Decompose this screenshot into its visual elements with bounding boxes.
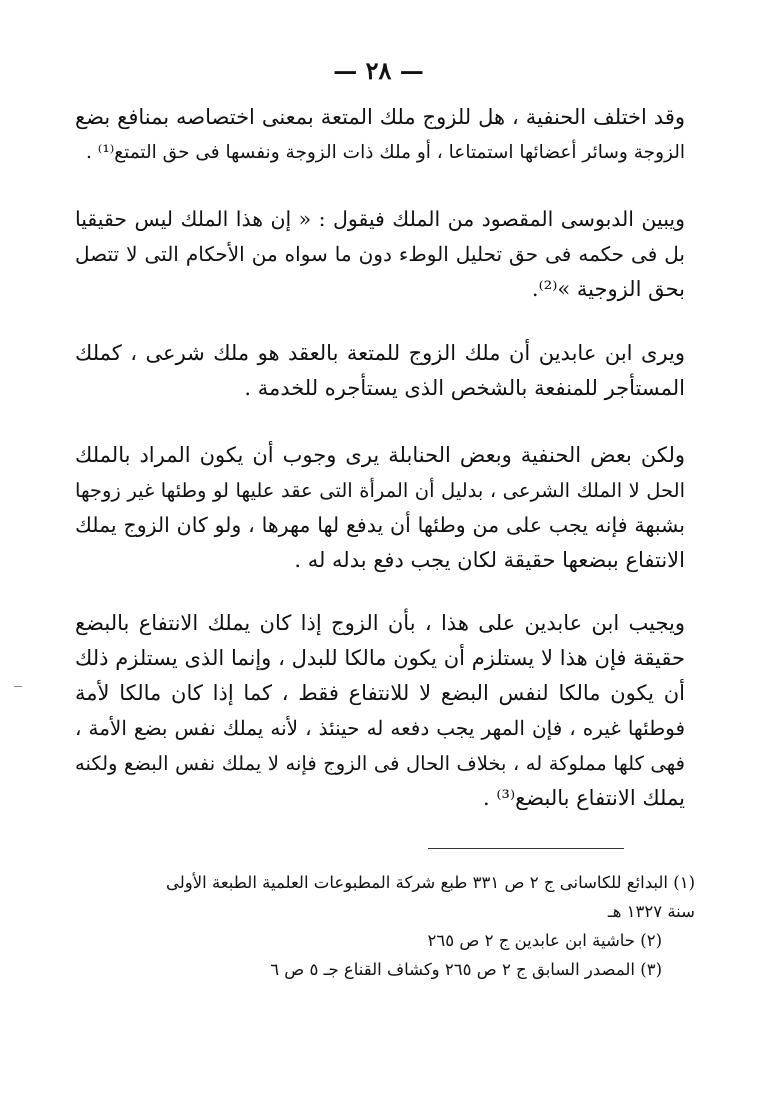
text-line: وقد اختلف الحنفية ، هل للزوج ملك المتعة بمعنى اختصاصه بمنافع بضع xyxy=(75,105,685,129)
text-line: ويبين الدبوسى المقصود من الملك فيقول : « إن هذا الملك ليس حقيقيا xyxy=(75,207,685,231)
text-line: حقيقة فإن هذا لا يستلزم أن يكون مالكا للبدل ، وإنما الذى يستلزم ذلك xyxy=(75,646,685,670)
paragraph-4 xyxy=(75,438,685,578)
text-line: بشبهة فإنه يجب على من وطئها أن يدفع لها مهرها ، ولو كان الزوج يملك xyxy=(75,513,685,537)
text-line: بحق الزوجية »⁽²⁾. xyxy=(531,277,685,301)
text-line: فوطئها غيره ، فإن المهر يجب دفعه له حينئذ ، لأنه يملك نفس بضع الأمة ، xyxy=(75,716,685,740)
footnote-1-continuation: سنة ١٣٢٧ هـ xyxy=(607,902,695,921)
text-line: المستأجر للمنفعة بالشخص الذى يستأجره للخدمة . xyxy=(244,376,685,400)
page-number: — ٢٨ — xyxy=(333,56,424,85)
text-line: فهى كلها مملوكة له ، بخلاف الحال فى الزوج فإنه لا يملك نفس البضع ولكنه xyxy=(75,752,685,775)
text-line: الانتفاع ببضعها حقيقة لكان يجب دفع بدله له . xyxy=(294,548,685,572)
margin-mark xyxy=(14,686,22,687)
text-line: ويرى ابن عابدين أن ملك الزوج للمتعة بالعقد هو ملك شرعى ، كملك xyxy=(75,341,685,365)
text-line: ويجيب ابن عابدين على هذا ، بأن الزوج إذا كان يملك الانتفاع بالبضع xyxy=(75,611,685,635)
text-line: الزوجة وسائر أعضائها استمتاعا ، أو ملك ذات الزوجة ونفسها فى حق التمتع⁽¹⁾ . xyxy=(86,142,685,163)
text-line: يملك الانتفاع بالبضع⁽³⁾ . xyxy=(483,786,685,810)
footnote-1: (١) البدائع للكاسانى ج ٢ ص ٣٣١ طبع شركة المطبوعات العلمية الطبعة الأولى xyxy=(165,873,695,892)
paragraph-3 xyxy=(75,336,685,406)
text-line: بل فى حكمه فى حق تحليل الوطء دون ما سواه من الأحكام التى لا تتصل xyxy=(75,242,685,266)
footnote-3: (٣) المصدر السابق ج ٢ ص ٢٦٥ وكشاف القناع جـ ٥ ص ٦ xyxy=(270,960,662,979)
footnote-divider xyxy=(428,848,624,849)
paragraph-2 xyxy=(75,202,685,307)
footnotes xyxy=(75,868,695,984)
text-line: أن يكون مالكا لنفس البضع لا للانتفاع فقط ، كما إذا كان مالكا لأمة xyxy=(75,681,685,705)
paragraph-5 xyxy=(75,606,685,816)
paragraph-1 xyxy=(75,100,685,170)
text-line: الحل لا الملك الشرعى ، بدليل أن المرأة التى عقد عليها لو وطئها غير زوجها xyxy=(75,479,685,502)
footnote-2: (٢) حاشية ابن عابدين ج ٢ ص ٢٦٥ xyxy=(427,931,662,950)
text-line: ولكن بعض الحنفية وبعض الحنابلة يرى وجوب أن يكون المراد بالملك xyxy=(75,443,685,467)
